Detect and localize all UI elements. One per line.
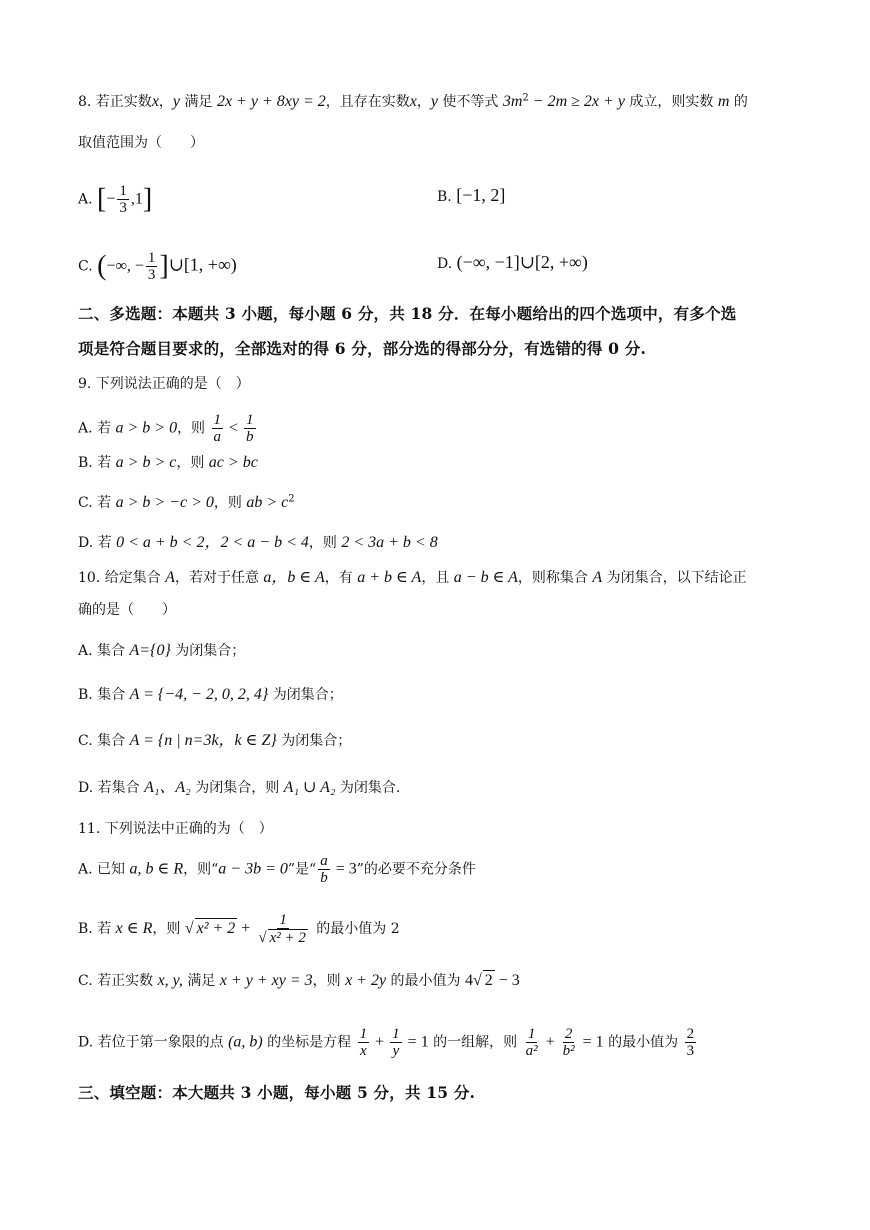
sqrt-sign: √ [184,920,194,937]
numerator: 1 [279,912,287,928]
text: 为闭集合； [170,643,246,659]
q9-option-b [78,453,258,473]
text: ”是“ [287,861,317,878]
q8-stem-line2: 取值范围为（ ） [78,135,204,151]
math: ab > c [246,494,289,511]
text: ，则 [312,973,346,989]
text: 的坐标是方程 [262,1034,356,1051]
math: A = {n | n=3k，k ∈ Z} [129,732,277,749]
numerator: 1 [392,1026,400,1042]
denominator: b [246,429,254,445]
q8-option-d [437,252,588,274]
option-label: B. [437,189,452,205]
math: ,1 [130,190,143,208]
q10-option-b [78,685,343,705]
text: A. 已知 [78,861,130,878]
bracket: ( [97,250,107,282]
math: a，b ∈ A [263,569,325,586]
q10-option-d [78,778,400,798]
denominator: √ x² + 2 [258,930,306,946]
radicand: 2 [484,972,493,989]
inequality: 3m [502,93,523,110]
text: B. 集合 [78,687,130,703]
text: 为闭集合； [268,687,343,703]
math: A₁、A₂ [144,779,191,796]
text: B. 若 [78,455,116,471]
text: 为闭集合； [276,733,352,749]
text: ，则 [176,455,209,471]
denominator: y [392,1043,400,1059]
fraction [318,853,330,886]
text: ，若对于任意 [174,570,264,586]
exponent: 2 [288,493,295,505]
section2-heading-line1: 二、多选题：本题共 3 小题，每小题 6 分，共 18 分．在每小题给出的四个选项中，有多个选 [78,304,737,323]
numerator: 1 [147,250,156,266]
math: a > b > 0 [115,419,178,437]
denominator: 3 [686,1043,695,1059]
denominator: a² [525,1043,538,1059]
math: (−∞, −1]∪[2, +∞) [456,252,588,272]
denominator: x [360,1043,367,1059]
var-a: A [592,569,603,586]
fraction [390,1026,402,1059]
math: A = {−4, − 2, 0, 2, 4} [129,686,269,703]
math: A₁ ∪ A₂ [283,779,336,796]
bracket: ] [159,250,169,282]
math: = 1 [403,1033,429,1051]
option-label: C. [78,258,93,275]
q11-stem: 11. 下列说法中正确的为（ ） [78,821,273,837]
q9-option-a [78,412,258,445]
fraction [256,912,310,946]
fraction [358,1026,370,1059]
text: C. 集合 [78,733,130,749]
denominator: b [320,870,328,886]
numerator: 1 [119,183,127,199]
denominator: 3 [119,200,127,216]
math: a > b > −c > 0 [115,494,214,511]
fraction [561,1026,577,1059]
var-y: y [430,93,438,110]
text: A. 集合 [78,643,130,659]
q9-option-c [78,493,295,513]
denominator: 3 [147,267,156,283]
text: D. 若 [78,535,117,551]
text: ，且存在实数 [325,94,410,110]
text: 满足 [180,94,217,110]
math: x, y, [157,972,183,989]
denominator: b² [562,1043,575,1059]
text: 10. 给定集合 [78,570,166,586]
math: a − b ∈ A [453,569,518,586]
text: D. 若位于第一象限的点 [78,1034,229,1051]
var-x: x [151,93,159,110]
text: 的最小值为 [386,973,465,989]
text: ，且 [421,570,454,586]
math: (a, b) [228,1033,263,1051]
math: a > b > c [115,454,177,471]
fraction [244,412,256,445]
text: D. 若集合 [78,780,145,796]
var-m: m [717,93,730,110]
q11-option-d [78,1026,698,1059]
text: ，则 [152,921,185,937]
denominator: a [213,429,222,445]
text: 为闭集合. [335,780,401,796]
sqrt-sign: √ [472,972,482,989]
text: ”的必要不充分条件 [356,861,476,878]
var-y: y [172,93,181,110]
math: 2 < 3a + b < 8 [341,534,438,551]
exponent: 2 [522,92,529,104]
math: 0 < a + b < 2，2 < a − b < 4 [116,534,309,551]
text: B. 若 [78,921,116,937]
option-label: D. [437,256,453,272]
math: −∞, − [106,257,144,275]
text: 的最小值为 [603,1034,683,1051]
math: a, b ∈ R [129,860,184,878]
q11-option-c [78,970,520,991]
q8-option-c [78,250,237,283]
fraction [117,183,129,216]
radicand: x² + 2 [269,930,306,946]
math: 4 [464,972,473,989]
q11-option-b [78,912,400,946]
text: ，则 [177,420,210,437]
math: a − 3b = 0 [218,860,288,878]
text: ，则 [213,495,247,511]
q8-stem-line1 [78,92,748,112]
text: 满足 [182,973,220,989]
text: ， [416,94,431,110]
text: A. 若 [78,420,116,437]
math: = 3 [331,860,357,878]
fraction [524,1026,540,1059]
math: − 3 [494,972,520,989]
text: 为闭集合，则 [190,780,284,796]
math: ac > bc [208,454,258,471]
numerator: 1 [527,1026,536,1042]
inequality: − 2m ≥ 2x + y [528,93,625,110]
equation: 2x + y + 8xy = 2 [216,93,326,110]
q8-option-a [78,183,152,216]
math: A={0} [129,642,171,659]
numerator: 2 [564,1026,573,1042]
text: ，有 [324,570,358,586]
option-label: A. [78,191,93,208]
text: 的 [729,94,748,110]
text: 成立，则实数 [624,94,718,110]
q8-option-b [437,185,505,207]
math: x + y + xy = 3 [219,972,313,989]
q10-stem-line1 [78,568,747,588]
var-x: x [409,93,417,110]
text: C. 若 [78,495,116,511]
math: + [237,920,255,937]
numerator: 2 [686,1026,695,1042]
text: C. 若正实数 [78,973,158,989]
section3-heading: 三、填空题：本大题共 3 小题，每小题 5 分，共 15 分. [78,1083,476,1102]
q9-option-d [78,533,438,553]
section2-heading-line2: 项是符合题目要求的，全部选对的得 6 分，部分选的得部分分，有选错的得 0 分. [78,339,647,358]
math: x + 2y [345,972,387,989]
text: 使不等式 [437,94,503,110]
var-a: A [165,569,175,586]
text: ，则称集合 [517,570,593,586]
math: [−1, 2] [456,185,506,205]
fraction [212,412,224,445]
math: = 1 [578,1033,604,1051]
q10-option-c [78,731,351,751]
numerator: 1 [213,412,222,428]
math: a + b ∈ A [357,569,422,586]
q10-option-a [78,641,245,661]
text: 的最小值为 2 [311,921,400,937]
math: < [225,419,243,437]
bracket: [ [97,183,107,215]
text: 的一组解，则 [428,1034,522,1051]
q9-stem: 9. 下列说法正确的是（ ） [78,376,250,392]
q11-option-a [78,853,476,886]
math: + [541,1033,559,1051]
math: x ∈ R [115,920,153,937]
radicand: x² + 2 [196,920,236,937]
text: ， [158,94,173,110]
text: ，则“ [183,861,219,878]
text: 为闭集合，以下结论正 [602,570,747,586]
minus: − [106,190,116,208]
text: 8. 若正实数 [78,94,152,110]
fraction [685,1026,697,1059]
numerator: 1 [246,412,254,428]
math: + [371,1033,389,1051]
q10-stem-line2: 确的是（ ） [78,602,176,618]
fraction [146,250,158,283]
numerator: 1 [359,1026,368,1042]
numerator: a [320,853,328,869]
text: ，则 [308,535,342,551]
math: ∪[1, +∞) [168,254,237,275]
bracket: ] [142,183,153,215]
